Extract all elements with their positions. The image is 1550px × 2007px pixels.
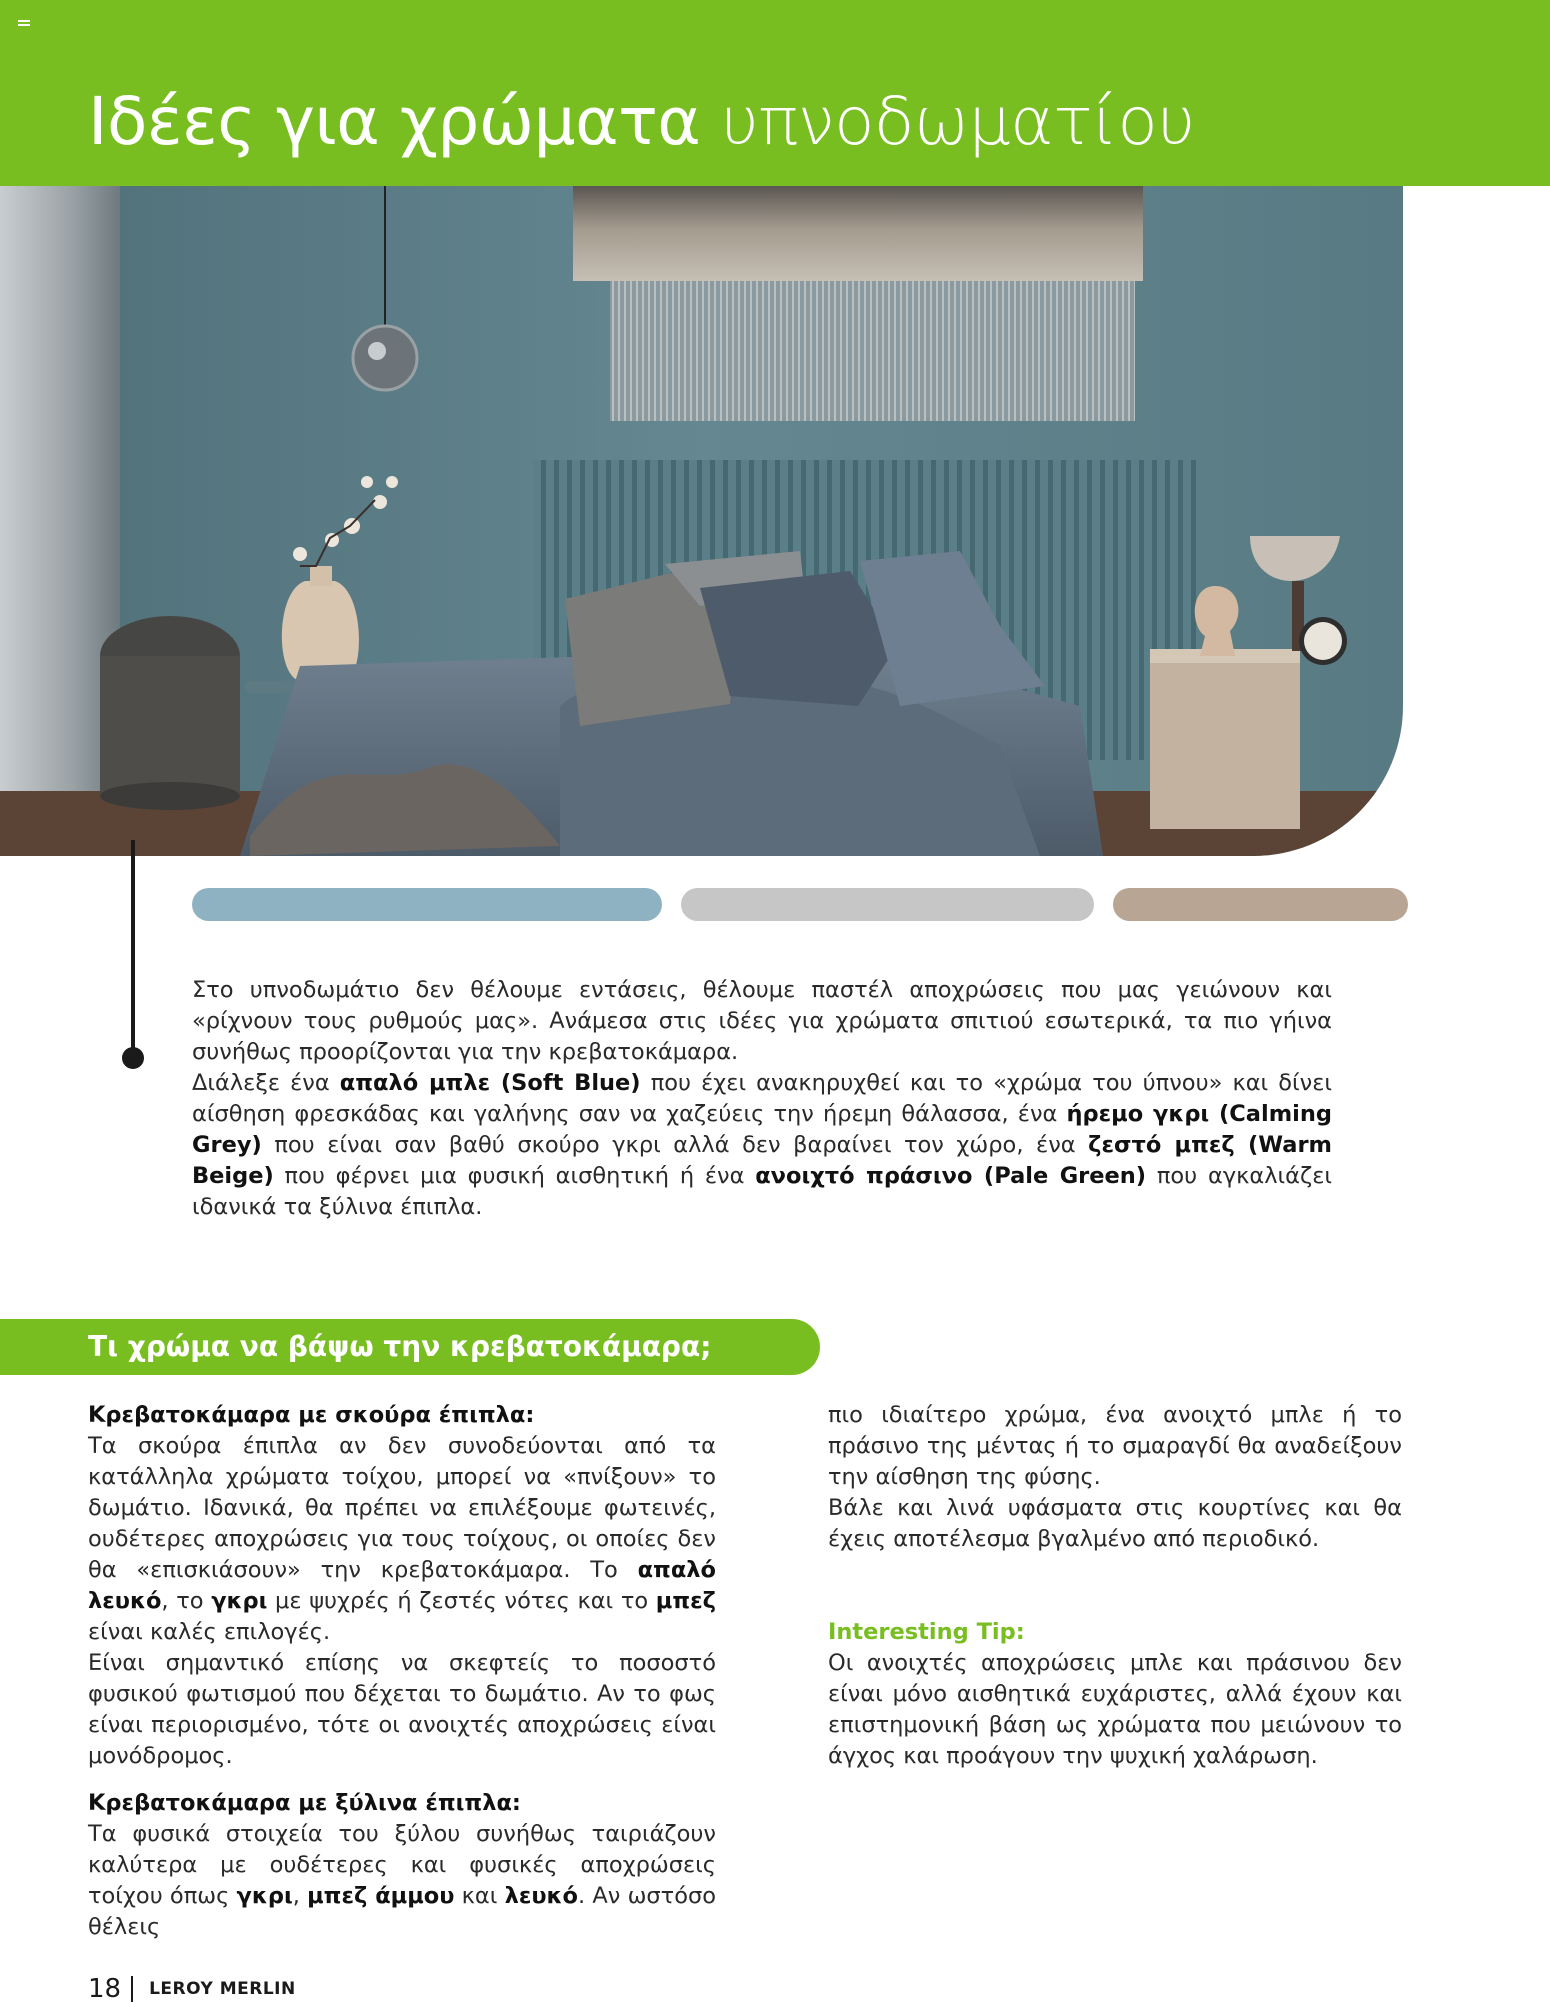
section-title: Τι χρώμα να βάψω την κρεβατοκάμαρα;	[88, 1330, 712, 1363]
calming-grey-label: ήρεμο γκρι (Calming Grey)	[192, 1101, 1332, 1158]
dark-furniture-heading: Κρεβατοκάμαρα με σκούρα έπιπλα:	[88, 1402, 535, 1428]
pale-green-label: ανοιχτό πράσινο (Pale Green)	[755, 1163, 1147, 1189]
warm-beige-label: ζεστό μπεζ (Warm Beige)	[192, 1132, 1332, 1189]
page-title-sub: υπνοδωματίου	[720, 83, 1195, 160]
bedroom-photo	[0, 186, 1403, 856]
tip-text: Οι ανοιχτές αποχρώσεις μπλε και πράσινου δεν είναι μόνο αισθητικά ευχάριστες, αλλά έχουν και επιστημονική βάση ως χρώματα που μειώνουν το άγχος και προάγουν την ψυχική χαλάρωση.	[828, 1650, 1402, 1769]
timeline-dot	[122, 1047, 144, 1069]
natural-light-paragraph: Είναι σημαντικό επίσης να σκεφτείς το ποσοστό φυσικού φωτισμού που δέχεται το δωμάτιο. Αν το φως είναι περιορισμένο, τότε οι ανοιχτές αποχρώσεις είναι μονόδρομος.	[88, 1650, 716, 1769]
wood-furniture-heading: Κρεβατοκάμαρα με ξύλινα έπιπλα:	[88, 1790, 521, 1816]
dark-furniture-paragraph: Τα σκούρα έπιπλα αν δεν συνοδεύονται από τα κατάλληλα χρώματα τοίχου, μπορεί να «πνίξουν» το δωμάτιο. Ιδανικά, θα πρέπει να επιλέξουμε φωτεινές, ουδέτερες αποχρώσεις για τους τοίχους, οι οποίες δεν θα «επισκιάσουν» την κρεβατοκάμαρα. Το απαλό λευκό, το γκρι με ψυχρές ή ζεστές νότες και το μπεζ είναι καλές επιλογές.	[88, 1433, 716, 1645]
calming-grey-swatch	[681, 888, 1094, 921]
timeline-line	[131, 840, 135, 1058]
fabrics-paragraph: Βάλε και λινά υφάσματα στις κουρτίνες και θα έχεις αποτέλεσμα βγαλμένο από περιοδικό.	[828, 1495, 1402, 1552]
page-title	[88, 82, 1195, 162]
left-column	[88, 1400, 716, 1943]
intro-paragraph-1: Στο υπνοδωμάτιο δεν θέλουμε εντάσεις, θέλουμε παστέλ αποχρώσεις που μας γειώνουν και «ρίχνουν τους ρυθμούς μας». Ανάμεσα στις ιδέες για χρώματα σπιτιού εσωτερικά, τα πιο γήινα συνήθως προορίζονται για την κρεβατοκάμαρα.	[192, 977, 1332, 1065]
tip-title: Interesting Tip:	[828, 1619, 1025, 1645]
intro-paragraph-2: Διάλεξε ένα απαλό μπλε (Soft Blue) που έχει ανακηρυχθεί και το «χρώμα του ύπνου» και δίνει αίσθηση φρεσκάδας και γαλήνης σαν να χαζεύεις την ήρεμη θάλασσα, ένα ήρεμο γκρι (Calming Grey) που είναι σαν βαθύ σκούρο γκρι αλλά δεν βαραίνει τον χώρο, ένα ζεστό μπεζ (Warm Beige) που φέρνει μια φυσική αισθητική ή ένα ανοιχτό πράσινο (Pale Green) που αγκαλιάζει ιδανικά τα ξύλινα έπιπλα.	[192, 1070, 1332, 1220]
continued-paragraph: πιο ιδιαίτερο χρώμα, ένα ανοιχτό μπλε ή το πράσινο της μέντας ή το σμαραγδί θα αναδείξουν την αίσθηση της φύσης.	[828, 1402, 1402, 1490]
page-number: 18	[88, 1974, 122, 2004]
page-footer	[88, 1974, 296, 2004]
soft-blue-swatch	[192, 888, 662, 921]
brand-logo-text: LEROY MERLIN	[149, 1979, 296, 1999]
intro-text	[192, 975, 1332, 1223]
wood-furniture-paragraph: Τα φυσικά στοιχεία του ξύλου συνήθως ταιριάζουν καλύτερα με ουδέτερες και φυσικές αποχρώσεις τοίχου όπως γκρι, μπεζ άμμου και λευκό. Αν ωστόσο θέλεις	[88, 1821, 717, 1940]
right-column	[828, 1400, 1402, 1772]
footer-divider	[131, 1976, 133, 2002]
page-title-main: Ιδέες για χρώματα	[88, 83, 701, 160]
menu-icon[interactable]	[18, 20, 30, 28]
warm-beige-swatch	[1113, 888, 1408, 921]
soft-blue-label: απαλό μπλε (Soft Blue)	[339, 1070, 641, 1096]
